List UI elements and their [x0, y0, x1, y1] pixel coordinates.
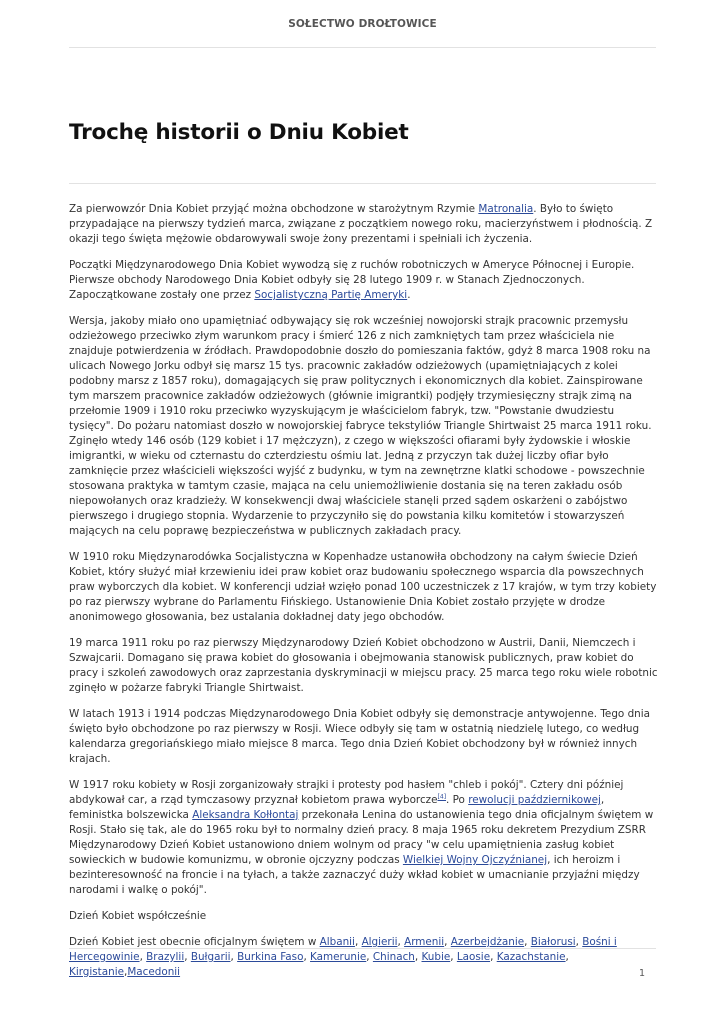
- link-country[interactable]: Laosie: [456, 951, 491, 963]
- footnote-link[interactable]: [4]: [437, 793, 447, 801]
- paragraph-countries: Dzień Kobiet jest obecnie oficjalnym świętem w Albanii, Algierii, Armenii, Azerbejdżanie, Białorusi, Bośni i Hercegowinie, Brazylii, Bułgarii, Burkina Faso, Kamerunie, Chinach, Kubie, Laosie, Kazachstanie, Kirgistanie,Macedonii: [69, 936, 617, 978]
- link-matronalia[interactable]: Matronalia: [478, 203, 534, 215]
- link-great-patriotic-war[interactable]: Wielkiej Wojny Ojczyźnianej: [402, 854, 548, 866]
- paragraph-matronalia: Za pierwowzór Dnia Kobiet przyjąć można obchodzone w starożytnym Rzymie Matronalia. Było to święto przypadające na pierwszy tydzień marca, związane z początkiem nowego roku, macierzyństwem i płodnością. Z okazji tego święta mężowie obdarowywali swoje żony prezentami i spełniali ich życzenia.: [69, 203, 653, 245]
- link-country[interactable]: Białorusi: [530, 936, 576, 948]
- link-country[interactable]: Bośni i Hercegowinie: [69, 936, 617, 963]
- paragraph-1913: W latach 1913 i 1914 podczas Międzynarodowego Dnia Kobiet odbyły się demonstracje antywojenne. Tego dnia święto było obchodzone po raz pierwszy w Rosji. Wiece odbyły się tam w ostatnią niedzielę lutego, co według kalendarza gregoriańskiego miało miejsce 8 marca. Tego dnia Dzień Kobiet obchodzony był w również innych krajach.: [69, 708, 651, 765]
- link-country[interactable]: Kubie: [421, 951, 451, 963]
- paragraph-origins: Początki Międzynarodowego Dnia Kobiet wywodzą się z ruchów robotniczych w Ameryce Północnej i Europie. Pierwsze obchody Narodowego Dnia Kobiet odbyły się 28 lutego 1909 r. w Stanach Zjednoczonych. Zapoczątkowane zostały one przez Socjalistyczną Partię Ameryki.: [69, 259, 635, 301]
- link-socialist-party[interactable]: Socjalistyczną Partię Ameryki: [254, 289, 408, 301]
- page-number: 1: [638, 968, 645, 979]
- link-country[interactable]: Armenii: [404, 936, 445, 948]
- link-country[interactable]: Brazylii: [146, 951, 185, 963]
- link-country[interactable]: Burkina Faso: [237, 951, 304, 963]
- paragraph-strike: Wersja, jakoby miało ono upamiętniać odbywający się rok wcześniej nowojorski strajk pracownic przemysłu odzieżowego przeciwko złym warunkom pracy i śmierć 126 z nich zamkniętych tam przez właściciela nie znajduje potwierdzenia w źródłach. Prawdopodobnie doszło do pomieszania faktów, gdyż 8 marca 1908 roku na ulicach Nowego Jorku odbył się marsz 15 tys. pracownic zakładów odzieżowych (upamiętniających z kolei podobny marsz z 1857 roku), domagających się praw politycznych i ekonomicznych dla kobiet. Zainspirowane tym marszem pracownice zakładów odzieżowych (głównie imigrantki) podjęły trzymiesięczny strajk zimą na przełomie 1909 i 1910 roku przeciwko wyzyskującym je właścicielom fabryk, tzw. "Powstanie dwudziestu tysięcy". Do pożaru natomiast doszło w nowojorskiej fabryce tekstyliów Triangle Shirtwaist 25 marca 1911 roku. Zginęło wtedy 146 osób (129 kobiet i 17 mężczyzn), z czego w większości ofiarami były żydowskie i włoskie imigrantki, w wieku od czternastu do czterdziestu ośmiu lat. Jedną z przyczyn tak dużej liczby ofiar było zamknięcie przez właścicieli większości wyjść z budynku, w tym na zewnętrzne klatki schodowe - powszechnie stosowana praktyka w tamtym czasie, mająca na celu uniemożliwienie dostania się na teren zakładu osób niepowołanych oraz kradzieży. W konsekwencji dwaj właściciele stanęli przed sądem oskarżeni o zabójstwo pierwszego i drugiego stopnia. Wydarzenie to przyczyniło się do powstania kilku komitetów i stowarzyszeń mających na celu poprawę bezpieczeństwa w publicznych zakładach pracy.: [69, 315, 652, 537]
- site-name: SOŁECTWO DROŁTOWICE: [288, 18, 437, 30]
- footer-divider: [69, 948, 656, 949]
- link-country[interactable]: Azerbejdżanie: [450, 936, 525, 948]
- header-divider: [69, 47, 656, 48]
- link-country[interactable]: Algierii: [361, 936, 398, 948]
- link-country[interactable]: Kazachstanie: [496, 951, 566, 963]
- paragraph-1910: W 1910 roku Międzynarodówka Socjalistyczna w Kopenhadze ustanowiła obchodzony na całym świecie Dzień Kobiet, który służyć miał krzewieniu idei praw kobiet oraz budowaniu społecznego wsparcia dla powszechnych praw wyborczych dla kobiet. W konferencji udział wzięło ponad 100 uczestniczek z 17 krajów, w tym trzy kobiety po raz pierwszy wybrane do Parlamentu Fińskiego. Ustanowienie Dnia Kobiet zostało przyjęte w drodze anonimowego głosowania, bez ustalania dokładnej daty jego obchodów.: [69, 551, 657, 623]
- page-title: Trochę historii o Dniu Kobiet: [69, 120, 409, 145]
- title-divider: [69, 183, 656, 184]
- link-country[interactable]: Bułgarii: [190, 951, 231, 963]
- paragraph-1917: W 1917 roku kobiety w Rosji zorganizowały strajki i protesty pod hasłem "chleb i pokój". Cztery dni później abdykował car, a rząd tymczasowy przyznał kobietom prawa wyborcze[4]. Po rewolucji październikowej, feministka bolszewicka Aleksandra Kołłontaj przekonała Lenina do ustanowienia tego dnia oficjalnym świętem w Rosji. Stało się tak, ale do 1965 roku był to normalny dzień pracy. 8 maja 1965 roku dekretem Prezydium ZSRR Międzynarodowy Dzień Kobiet ustanowiono dniem wolnym od pracy "w celu upamiętnienia zasług kobiet sowieckich w budowie komunizmu, w obronie ojczyzny podczas Wielkiej Wojny Ojczyźnianej, ich heroizm i bezinteresowność na froncie i na tyłach, a także zaznaczyć duży wkład kobiet w umacnianie przyjaźni między narodami i walkę o pokój".: [69, 779, 654, 896]
- link-country[interactable]: Macedonii: [127, 966, 181, 978]
- link-country[interactable]: Albanii: [319, 936, 355, 948]
- link-kollontai[interactable]: Aleksandra Kołłontaj: [192, 809, 299, 821]
- link-october-revolution[interactable]: rewolucji październikowej: [468, 794, 601, 806]
- subheading-today: Dzień Kobiet współcześnie: [69, 910, 207, 922]
- link-country[interactable]: Kirgistanie: [69, 966, 124, 978]
- paragraph-1911: 19 marca 1911 roku po raz pierwszy Międzynarodowy Dzień Kobiet obchodzono w Austrii, Danii, Niemczech i Szwajcarii. Domagano się prawa kobiet do głosowania i obejmowania stanowisk publicznych, praw kobiet do pracy i szkoleń zawodowych oraz zaprzestania dyskryminacji w miejscu pracy. 25 marca tego roku wiele robotnic zginęło w pożarze fabryki Triangle Shirtwaist.: [69, 637, 658, 694]
- link-country[interactable]: Chinach: [372, 951, 415, 963]
- link-country[interactable]: Kamerunie: [310, 951, 367, 963]
- article-body: [69, 202, 659, 991]
